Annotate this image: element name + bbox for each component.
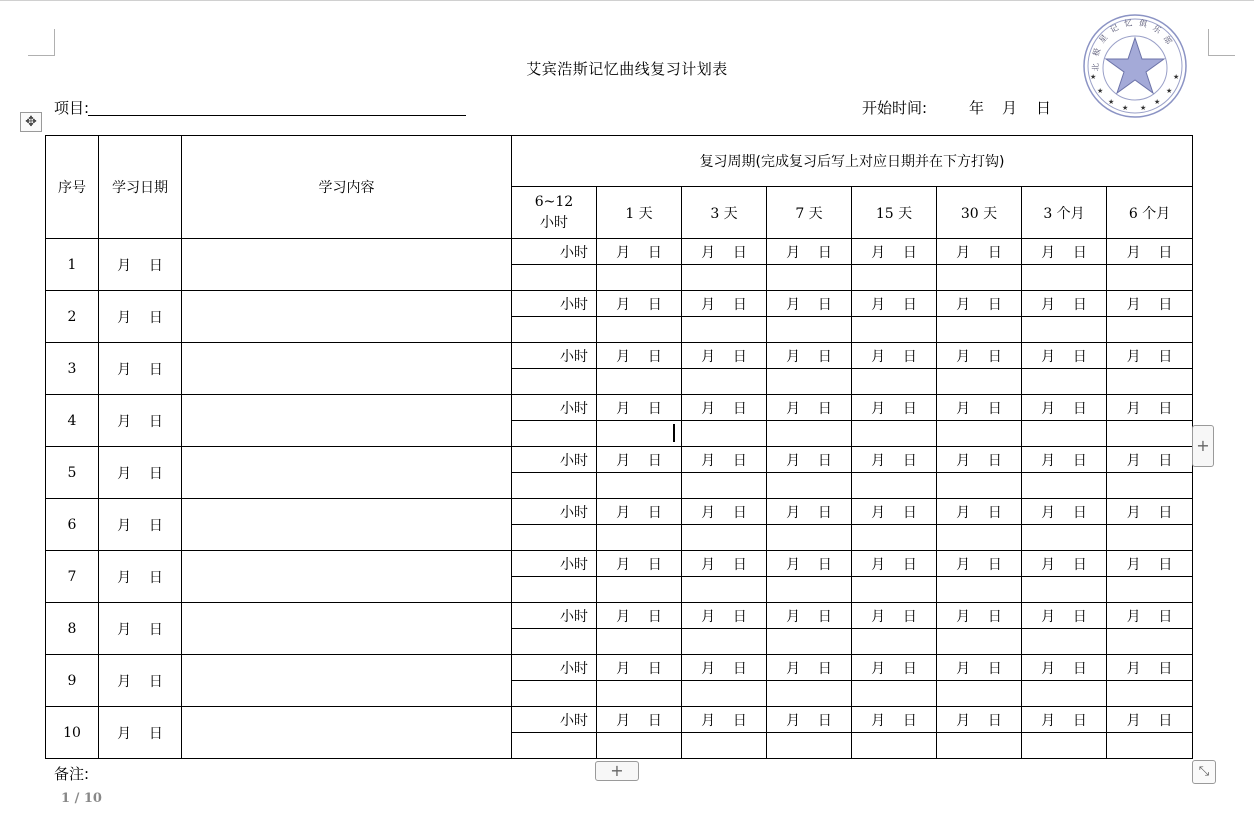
review-date-cell[interactable]: 月 日 xyxy=(852,239,937,265)
review-check-cell[interactable] xyxy=(767,577,852,603)
review-check-cell[interactable] xyxy=(597,681,682,707)
review-date-cell[interactable]: 月 日 xyxy=(682,499,767,525)
review-date-cell[interactable]: 月 日 xyxy=(937,239,1022,265)
review-check-cell[interactable] xyxy=(1022,733,1107,759)
review-date-cell[interactable]: 月 日 xyxy=(1107,239,1193,265)
review-date-cell[interactable]: 月 日 xyxy=(937,499,1022,525)
study-date-cell[interactable]: 月 日 xyxy=(99,707,182,759)
table-row xyxy=(46,239,1193,265)
review-check-cell[interactable] xyxy=(937,629,1022,655)
start-year-label[interactable]: 年 xyxy=(969,99,985,117)
review-check-cell[interactable] xyxy=(767,681,852,707)
review-date-cell[interactable]: 月 日 xyxy=(937,395,1022,421)
svg-text:★: ★ xyxy=(1122,104,1129,112)
review-date-cell[interactable]: 月 日 xyxy=(937,603,1022,629)
table-row xyxy=(46,551,1193,577)
row-number[interactable]: 3 xyxy=(46,343,99,395)
review-check-cell[interactable] xyxy=(1107,629,1193,655)
document-title[interactable]: 艾宾浩斯记忆曲线复习计划表 xyxy=(526,60,728,78)
study-content-cell[interactable] xyxy=(182,603,512,655)
svg-text:★: ★ xyxy=(1154,98,1161,106)
review-date-cell[interactable]: 月 日 xyxy=(767,551,852,577)
review-date-cell[interactable]: 月 日 xyxy=(1107,343,1193,369)
review-check-cell[interactable] xyxy=(512,577,597,603)
review-date-cell[interactable]: 月 日 xyxy=(682,707,767,733)
review-check-cell[interactable] xyxy=(512,733,597,759)
review-check-cell[interactable] xyxy=(682,525,767,551)
review-date-cell[interactable]: 月 日 xyxy=(1107,447,1193,473)
table-row xyxy=(46,499,1193,525)
review-check-cell[interactable] xyxy=(767,473,852,499)
review-date-cell[interactable]: 月 日 xyxy=(1022,291,1107,317)
review-check-cell[interactable] xyxy=(597,629,682,655)
review-date-cell[interactable]: 月 日 xyxy=(597,395,682,421)
review-check-cell[interactable] xyxy=(852,525,937,551)
review-date-cell[interactable]: 月 日 xyxy=(1107,291,1193,317)
table-resize-handle-icon[interactable]: ⤡ xyxy=(1192,760,1216,784)
review-check-cell[interactable] xyxy=(767,733,852,759)
review-check-cell[interactable] xyxy=(1022,525,1107,551)
header-cycle-15-days[interactable]: 15 天 xyxy=(852,187,937,239)
review-check-cell[interactable] xyxy=(852,681,937,707)
review-date-cell[interactable]: 月 日 xyxy=(682,603,767,629)
review-check-cell[interactable] xyxy=(1022,577,1107,603)
row-number[interactable]: 10 xyxy=(46,707,99,759)
project-label[interactable]: 项目: xyxy=(54,99,90,117)
review-date-cell[interactable]: 月 日 xyxy=(597,551,682,577)
review-check-cell[interactable] xyxy=(1022,473,1107,499)
review-check-cell[interactable] xyxy=(1107,733,1193,759)
review-date-cell[interactable]: 月 日 xyxy=(1022,499,1107,525)
study-content-cell[interactable] xyxy=(182,343,512,395)
review-check-cell[interactable] xyxy=(937,421,1022,447)
review-check-cell[interactable] xyxy=(767,265,852,291)
review-check-cell[interactable] xyxy=(852,629,937,655)
add-row-button[interactable]: + xyxy=(595,761,639,781)
study-content-cell[interactable] xyxy=(182,291,512,343)
text-cursor xyxy=(673,424,675,442)
header-cycle-6-months[interactable]: 6 个月 xyxy=(1107,187,1193,239)
svg-text:★: ★ xyxy=(1097,87,1104,95)
review-date-cell[interactable]: 月 日 xyxy=(767,447,852,473)
review-date-cell[interactable]: 月 日 xyxy=(1107,499,1193,525)
review-check-cell[interactable] xyxy=(512,421,597,447)
review-check-cell[interactable] xyxy=(682,473,767,499)
table-move-handle-icon[interactable]: ✥ xyxy=(20,112,42,132)
review-date-cell[interactable]: 月 日 xyxy=(767,291,852,317)
review-date-cell[interactable]: 月 日 xyxy=(852,499,937,525)
row-number[interactable]: 8 xyxy=(46,603,99,655)
review-check-cell[interactable] xyxy=(512,473,597,499)
review-check-cell[interactable] xyxy=(682,629,767,655)
review-check-cell[interactable] xyxy=(597,525,682,551)
review-date-cell[interactable]: 月 日 xyxy=(852,343,937,369)
table-row xyxy=(46,395,1193,421)
review-check-cell[interactable] xyxy=(852,317,937,343)
review-check-cell[interactable] xyxy=(852,577,937,603)
table-row xyxy=(46,343,1193,369)
review-check-cell[interactable] xyxy=(597,733,682,759)
page-indicator: 1 / 10 xyxy=(61,791,102,806)
review-check-cell[interactable] xyxy=(597,369,682,395)
review-date-cell[interactable]: 月 日 xyxy=(767,499,852,525)
review-date-cell[interactable]: 月 日 xyxy=(1022,655,1107,681)
review-date-cell[interactable]: 月 日 xyxy=(937,655,1022,681)
review-date-cell[interactable]: 月 日 xyxy=(597,239,682,265)
review-date-cell[interactable]: 月 日 xyxy=(852,655,937,681)
review-date-cell[interactable]: 月 日 xyxy=(937,447,1022,473)
review-hours-cell[interactable]: 小时 xyxy=(512,447,597,473)
row-number[interactable]: 9 xyxy=(46,655,99,707)
review-date-cell[interactable]: 月 日 xyxy=(852,447,937,473)
review-date-cell[interactable]: 月 日 xyxy=(597,447,682,473)
study-date-cell[interactable]: 月 日 xyxy=(99,603,182,655)
review-date-cell[interactable]: 月 日 xyxy=(682,447,767,473)
review-date-cell[interactable]: 月 日 xyxy=(767,395,852,421)
add-column-button[interactable]: + xyxy=(1192,425,1214,467)
review-check-cell[interactable] xyxy=(512,317,597,343)
review-check-cell[interactable] xyxy=(1107,525,1193,551)
review-date-cell[interactable]: 月 日 xyxy=(1022,551,1107,577)
row-number[interactable]: 5 xyxy=(46,447,99,499)
header-cycle-hours-text: 6~12 小时 xyxy=(534,193,574,231)
study-date-cell[interactable]: 月 日 xyxy=(99,343,182,395)
review-check-cell[interactable] xyxy=(682,317,767,343)
review-date-cell[interactable]: 月 日 xyxy=(767,603,852,629)
review-date-cell[interactable]: 月 日 xyxy=(1107,603,1193,629)
review-date-cell[interactable]: 月 日 xyxy=(682,551,767,577)
review-check-cell[interactable] xyxy=(512,525,597,551)
study-date-cell[interactable]: 月 日 xyxy=(99,499,182,551)
review-check-cell[interactable] xyxy=(852,733,937,759)
study-content-cell[interactable] xyxy=(182,447,512,499)
review-date-cell[interactable]: 月 日 xyxy=(597,707,682,733)
review-date-cell[interactable]: 月 日 xyxy=(1022,707,1107,733)
review-date-cell[interactable]: 月 日 xyxy=(1107,655,1193,681)
table-row xyxy=(46,447,1193,473)
review-check-cell[interactable] xyxy=(937,473,1022,499)
review-check-cell[interactable] xyxy=(1022,629,1107,655)
study-content-cell[interactable] xyxy=(182,239,512,291)
review-check-cell[interactable] xyxy=(682,369,767,395)
review-check-cell[interactable] xyxy=(512,629,597,655)
review-date-cell[interactable]: 月 日 xyxy=(682,239,767,265)
review-date-cell[interactable]: 月 日 xyxy=(1107,395,1193,421)
review-check-cell[interactable] xyxy=(1107,317,1193,343)
table-row xyxy=(46,603,1193,629)
review-date-cell[interactable]: 月 日 xyxy=(937,343,1022,369)
club-seal-stamp xyxy=(1080,11,1190,121)
review-check-cell[interactable] xyxy=(937,525,1022,551)
review-date-cell[interactable]: 月 日 xyxy=(597,603,682,629)
review-date-cell[interactable]: 月 日 xyxy=(767,239,852,265)
review-date-cell[interactable]: 月 日 xyxy=(1022,239,1107,265)
review-check-cell[interactable] xyxy=(597,473,682,499)
review-date-cell[interactable]: 月 日 xyxy=(852,291,937,317)
review-check-cell[interactable] xyxy=(937,265,1022,291)
review-check-cell[interactable] xyxy=(682,681,767,707)
header-cycle-3-months[interactable]: 3 个月 xyxy=(1022,187,1107,239)
review-date-cell[interactable]: 月 日 xyxy=(597,343,682,369)
review-check-cell[interactable] xyxy=(1022,681,1107,707)
review-check-cell[interactable] xyxy=(682,577,767,603)
review-check-cell[interactable] xyxy=(767,317,852,343)
header-study-date[interactable]: 学习日期 xyxy=(99,136,182,239)
review-check-cell[interactable] xyxy=(1022,421,1107,447)
start-time-label[interactable]: 开始时间: xyxy=(862,99,928,117)
review-date-cell[interactable]: 月 日 xyxy=(1022,603,1107,629)
study-content-cell[interactable] xyxy=(182,395,512,447)
start-month-label[interactable]: 月 xyxy=(1002,99,1018,117)
project-underline[interactable] xyxy=(88,115,466,116)
review-hours-cell[interactable]: 小时 xyxy=(512,603,597,629)
study-date-cell[interactable]: 月 日 xyxy=(99,551,182,603)
svg-text:★: ★ xyxy=(1173,73,1180,81)
header-cycle-3-days[interactable]: 3 天 xyxy=(682,187,767,239)
row-number[interactable]: 7 xyxy=(46,551,99,603)
review-date-cell[interactable]: 月 日 xyxy=(852,395,937,421)
row-number[interactable]: 4 xyxy=(46,395,99,447)
review-check-cell[interactable] xyxy=(1107,369,1193,395)
study-date-cell[interactable]: 月 日 xyxy=(99,239,182,291)
svg-text:★: ★ xyxy=(1108,98,1115,106)
study-content-cell[interactable] xyxy=(182,499,512,551)
table-row xyxy=(46,707,1193,733)
review-date-cell[interactable]: 月 日 xyxy=(597,291,682,317)
study-date-cell[interactable]: 月 日 xyxy=(99,655,182,707)
review-check-cell[interactable] xyxy=(937,733,1022,759)
review-check-cell[interactable] xyxy=(597,577,682,603)
review-check-cell[interactable] xyxy=(512,369,597,395)
margin-corner-top-left xyxy=(28,29,55,56)
review-date-cell[interactable]: 月 日 xyxy=(1107,707,1193,733)
review-check-cell[interactable] xyxy=(767,629,852,655)
review-date-cell[interactable]: 月 日 xyxy=(1107,551,1193,577)
review-date-cell[interactable]: 月 日 xyxy=(767,655,852,681)
row-number[interactable]: 6 xyxy=(46,499,99,551)
review-date-cell[interactable]: 月 日 xyxy=(852,707,937,733)
margin-corner-top-right xyxy=(1208,29,1235,56)
review-check-cell[interactable] xyxy=(512,265,597,291)
seal-text: 北极星记忆俱乐部 xyxy=(1090,17,1177,72)
review-date-cell[interactable]: 月 日 xyxy=(937,551,1022,577)
header-review-cycle[interactable]: 复习周期(完成复习后写上对应日期并在下方打钩) xyxy=(512,136,1193,187)
review-check-cell[interactable] xyxy=(852,421,937,447)
seal-star-icon xyxy=(1106,38,1164,93)
review-check-cell[interactable] xyxy=(1022,369,1107,395)
svg-text:★: ★ xyxy=(1140,104,1147,112)
review-check-cell[interactable] xyxy=(767,369,852,395)
review-date-cell[interactable]: 月 日 xyxy=(852,603,937,629)
review-check-cell[interactable] xyxy=(682,265,767,291)
review-check-cell[interactable] xyxy=(597,265,682,291)
review-date-cell[interactable]: 月 日 xyxy=(682,655,767,681)
review-date-cell[interactable]: 月 日 xyxy=(767,343,852,369)
review-check-cell[interactable] xyxy=(1107,577,1193,603)
review-check-cell[interactable] xyxy=(1107,421,1193,447)
start-day-label[interactable]: 日 xyxy=(1036,99,1052,117)
review-hours-cell[interactable]: 小时 xyxy=(512,291,597,317)
review-date-cell[interactable]: 月 日 xyxy=(1022,447,1107,473)
review-check-cell[interactable] xyxy=(1022,265,1107,291)
review-date-cell[interactable]: 月 日 xyxy=(682,291,767,317)
review-check-cell[interactable] xyxy=(767,525,852,551)
table-row xyxy=(46,291,1193,317)
study-content-cell[interactable] xyxy=(182,655,512,707)
review-date-cell[interactable]: 月 日 xyxy=(682,343,767,369)
review-check-cell[interactable] xyxy=(1022,317,1107,343)
review-check-cell[interactable] xyxy=(1107,473,1193,499)
review-date-cell[interactable]: 月 日 xyxy=(1022,343,1107,369)
review-hours-cell[interactable]: 小时 xyxy=(512,499,597,525)
review-hours-cell[interactable]: 小时 xyxy=(512,655,597,681)
review-check-cell[interactable] xyxy=(852,265,937,291)
review-check-cell[interactable] xyxy=(1107,681,1193,707)
study-date-cell[interactable]: 月 日 xyxy=(99,291,182,343)
header-seq[interactable]: 序号 xyxy=(46,136,99,239)
review-hours-cell[interactable]: 小时 xyxy=(512,343,597,369)
review-date-cell[interactable]: 月 日 xyxy=(937,707,1022,733)
review-check-cell[interactable] xyxy=(937,681,1022,707)
study-date-cell[interactable]: 月 日 xyxy=(99,395,182,447)
header-cycle-1-day[interactable]: 1 天 xyxy=(597,187,682,239)
review-plan-table xyxy=(45,135,1193,759)
review-check-cell[interactable] xyxy=(512,681,597,707)
svg-text:★: ★ xyxy=(1090,73,1097,81)
review-check-cell[interactable] xyxy=(682,733,767,759)
study-content-cell[interactable] xyxy=(182,551,512,603)
review-check-cell[interactable] xyxy=(937,369,1022,395)
header-cycle-7-days[interactable]: 7 天 xyxy=(767,187,852,239)
review-check-cell[interactable] xyxy=(597,317,682,343)
remark-label[interactable]: 备注: xyxy=(54,765,90,783)
review-date-cell[interactable]: 月 日 xyxy=(1022,395,1107,421)
review-check-cell[interactable] xyxy=(852,369,937,395)
review-hours-cell[interactable]: 小时 xyxy=(512,707,597,733)
review-date-cell[interactable]: 月 日 xyxy=(682,395,767,421)
row-number[interactable]: 1 xyxy=(46,239,99,291)
svg-text:★: ★ xyxy=(1166,87,1173,95)
review-date-cell[interactable]: 月 日 xyxy=(597,655,682,681)
review-check-cell[interactable] xyxy=(852,473,937,499)
row-number[interactable]: 2 xyxy=(46,291,99,343)
review-date-cell[interactable]: 月 日 xyxy=(852,551,937,577)
review-hours-cell[interactable]: 小时 xyxy=(512,239,597,265)
review-hours-cell[interactable]: 小时 xyxy=(512,395,597,421)
review-check-cell[interactable] xyxy=(767,421,852,447)
review-check-cell[interactable] xyxy=(682,421,767,447)
header-cycle-hours[interactable] xyxy=(512,187,597,239)
header-content[interactable]: 学习内容 xyxy=(182,136,512,239)
review-date-cell[interactable]: 月 日 xyxy=(937,291,1022,317)
study-content-cell[interactable] xyxy=(182,707,512,759)
review-check-cell[interactable] xyxy=(937,577,1022,603)
header-cycle-30-days[interactable]: 30 天 xyxy=(937,187,1022,239)
review-hours-cell[interactable]: 小时 xyxy=(512,551,597,577)
review-check-cell[interactable] xyxy=(937,317,1022,343)
review-date-cell[interactable]: 月 日 xyxy=(597,499,682,525)
review-check-cell[interactable] xyxy=(597,421,682,447)
table-row xyxy=(46,655,1193,681)
review-check-cell[interactable] xyxy=(1107,265,1193,291)
review-date-cell[interactable]: 月 日 xyxy=(767,707,852,733)
study-date-cell[interactable]: 月 日 xyxy=(99,447,182,499)
